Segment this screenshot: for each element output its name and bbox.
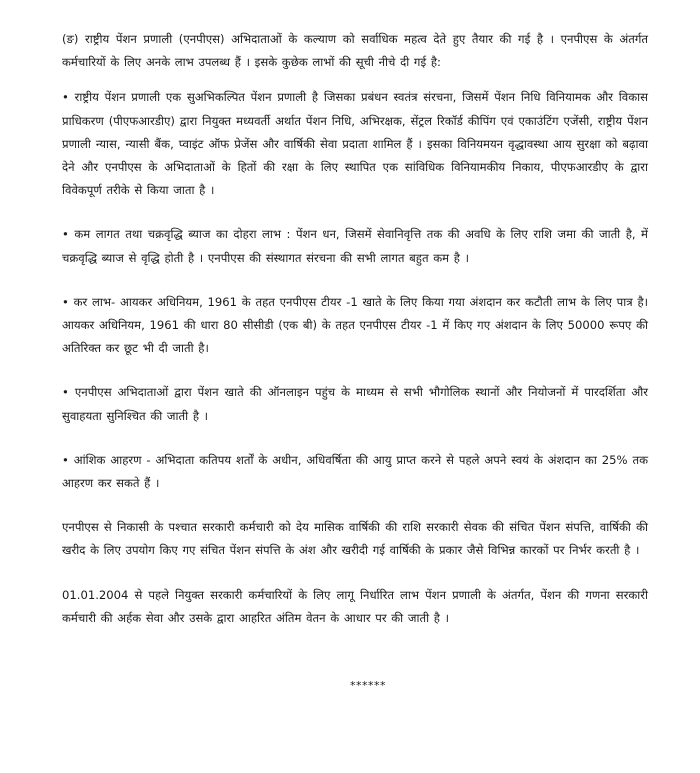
document-body — [62, 28, 648, 630]
benefit-item-online-access: • एनपीएस अभिदाताओं द्वारा पेंशन खाते की ऑनलाइन पहुंच के माध्यम से सभी भौगोलिक स्थानों और नियोजनों में पारदर्शिता और सुवाहयता सुनिश्चित की जाती है । — [62, 385, 648, 423]
annuity-paragraph: एनपीएस से निकासी के पश्चात सरकारी कर्मचारी को देय मासिक वार्षिकी की राशि सरकारी सेवक की संचित पेंशन संपत्ति, वार्षिकी की खरीद के लिए उपयोग किए गए संचित पेंशन संपत्ति के अंश और खरीदी गई वार्षिकी के प्रकार जैसे विभिन्न कारकों पर निर्भर करती है । — [62, 520, 648, 558]
benefit-item-structure: • राष्ट्रीय पेंशन प्रणाली एक सुअभिकल्पित पेंशन प्रणाली है जिसका प्रबंधन स्वतंत्र संरचना, जिसमें पेंशन निधि विनियामक और विकास प्राधिकरण (पीएफआरडीए) द्वारा नियुक्त मध्यवर्ती अर्थात पेंशन निधि, अभिरक्षक, सेंट्रल रिकॉर्ड कीपिंग एवं एकाउंटिंग एजेंसी, राष्ट्रीय पेंशन प्रणाली न्यास, न्यासी बैंक, प्वाइंट ऑफ प्रेजेंस और वार्षिकी सेवा प्रदाता शामिल हैं । इसका विनियमयन वृद्धावस्था आय सुरक्षा को बढ़ावा देने और एनपीएस के अभिदाताओं के हितों की रक्षा के लिए स्थापित एक सांविधिक विनियामकीय निकाय, पीएफआरडीए के द्वारा विवेकपूर्ण तरीके से किया जाता है । — [62, 90, 648, 198]
benefit-item-tax: • कर लाभ- आयकर अधिनियम, 1961 के तहत एनपीएस टीयर -1 खाते के लिए किया गया अंशदान कर कटौती लाभ के लिए पात्र है। आयकर अधिनियम, 1961 की धारा 80 सीसीडी (एक बी) के तहत एनपीएस टीयर -1 में किए गए अंशदान के लिए 50000 रूपए की अतिरिक्त कर छूट भी दी जाती है। — [62, 294, 648, 356]
end-marker: ****** — [350, 679, 386, 692]
intro-paragraph: (ङ) राष्ट्रीय पेंशन प्रणाली (एनपीएस) अभिदाताओं के कल्याण को सर्वाधिक महत्व देते हुए तैयार की गई है । एनपीएस के अंतर्गत कर्मचारियों के लिए अनके लाभ उपलब्ध हैं । इसके कुछेक लाभों की सूची नीचे दी गई है: — [62, 32, 648, 70]
benefit-item-partial-withdrawal: • आंशिक आहरण - अभिदाता कतिपय शर्तों के अधीन, अधिवर्षिता की आयु प्राप्त करने से पहले अपने स्वयं के अंशदान का 25% तक आहरण कर सकते हैं । — [62, 452, 648, 491]
benefit-item-low-cost: • कम लागत तथा चक्रवृद्धि ब्याज का दोहरा लाभ : पेंशन धन, जिसमें सेवानिवृत्ति तक की अवधि के लिए राशि जमा की जाती है, में चक्रवृद्धि ब्याज से वृद्धि होती है । एनपीएस की संस्थागत संरचना की सभी लागत बहुत कम है । — [62, 227, 648, 265]
defined-benefit-paragraph: 01.01.2004 से पहले नियुक्त सरकारी कर्मचारियों के लिए लागू निर्धारित लाभ पेंशन प्रणाली के अंतर्गत, पेंशन की गणना सरकारी कर्मचारी की अर्हक सेवा और उसके द्वारा आहरित अंतिम वेतन के आधार पर की जाती है । — [62, 587, 648, 625]
